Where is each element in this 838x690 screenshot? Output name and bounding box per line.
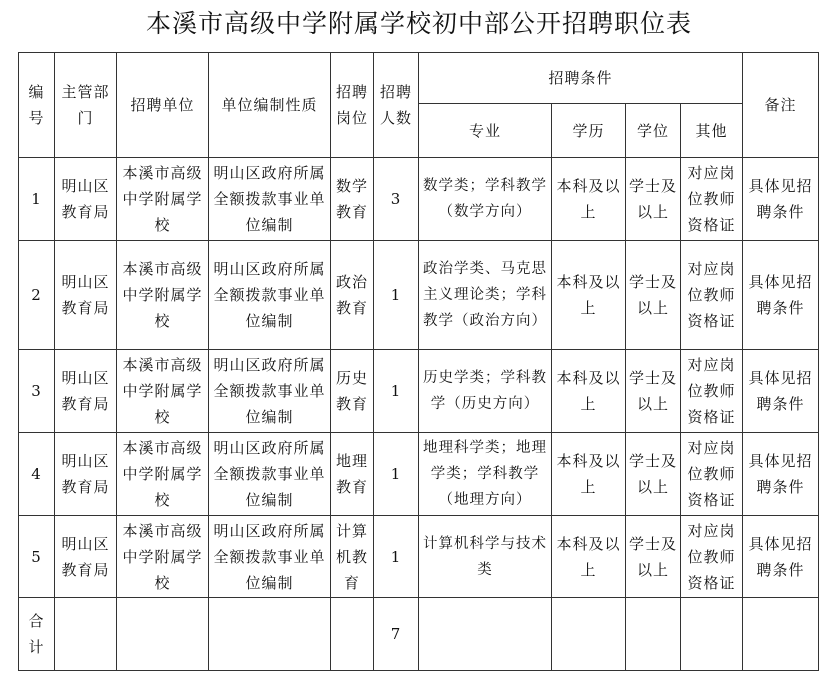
cell-major: 政治学类、马克思主义理论类；学科教学（政治方向） <box>419 241 552 350</box>
empty-cell <box>419 598 552 671</box>
cell-dept: 明山区教育局 <box>55 516 117 598</box>
cell-count: 1 <box>374 433 419 516</box>
header-edu: 学历 <box>552 104 626 158</box>
empty-cell <box>626 598 681 671</box>
cell-id: 3 <box>19 350 55 433</box>
cell-unit: 本溪市高级中学附属学校 <box>117 516 209 598</box>
cell-degree: 学士及以上 <box>626 433 681 516</box>
cell-edu: 本科及以上 <box>552 516 626 598</box>
header-major: 专业 <box>419 104 552 158</box>
cell-other: 对应岗位教师资格证 <box>681 158 743 241</box>
total-label: 合计 <box>19 598 55 671</box>
cell-post: 历史教育 <box>331 350 374 433</box>
cell-dept: 明山区教育局 <box>55 241 117 350</box>
cell-other: 对应岗位教师资格证 <box>681 433 743 516</box>
cell-dept: 明山区教育局 <box>55 158 117 241</box>
empty-cell <box>55 598 117 671</box>
recruitment-table <box>18 52 819 671</box>
cell-post: 地理教育 <box>331 433 374 516</box>
cell-edu: 本科及以上 <box>552 350 626 433</box>
header-nature: 单位编制性质 <box>209 53 331 158</box>
cell-degree: 学士及以上 <box>626 241 681 350</box>
cell-count: 1 <box>374 350 419 433</box>
header-dept: 主管部门 <box>55 53 117 158</box>
cell-other: 对应岗位教师资格证 <box>681 350 743 433</box>
table-row <box>19 516 819 598</box>
cell-dept: 明山区教育局 <box>55 350 117 433</box>
cell-dept: 明山区教育局 <box>55 433 117 516</box>
cell-nature: 明山区政府所属全额拨款事业单位编制 <box>209 350 331 433</box>
header-note: 备注 <box>743 53 819 158</box>
table-row <box>19 158 819 241</box>
cell-nature: 明山区政府所属全额拨款事业单位编制 <box>209 241 331 350</box>
empty-cell <box>209 598 331 671</box>
cell-edu: 本科及以上 <box>552 158 626 241</box>
cell-post: 政治教育 <box>331 241 374 350</box>
header-id: 编号 <box>19 53 55 158</box>
cell-id: 1 <box>19 158 55 241</box>
cell-degree: 学士及以上 <box>626 350 681 433</box>
cell-unit: 本溪市高级中学附属学校 <box>117 350 209 433</box>
table-row <box>19 241 819 350</box>
cell-edu: 本科及以上 <box>552 241 626 350</box>
cell-note: 具体见招聘条件 <box>743 433 819 516</box>
cell-id: 2 <box>19 241 55 350</box>
cell-major: 数学类；学科教学（数学方向） <box>419 158 552 241</box>
cell-nature: 明山区政府所属全额拨款事业单位编制 <box>209 433 331 516</box>
cell-post: 计算机教育 <box>331 516 374 598</box>
empty-cell <box>552 598 626 671</box>
cell-unit: 本溪市高级中学附属学校 <box>117 433 209 516</box>
cell-nature: 明山区政府所属全额拨款事业单位编制 <box>209 158 331 241</box>
cell-other: 对应岗位教师资格证 <box>681 241 743 350</box>
cell-unit: 本溪市高级中学附属学校 <box>117 241 209 350</box>
cell-major: 计算机科学与技术类 <box>419 516 552 598</box>
total-count: 7 <box>374 598 419 671</box>
cell-count: 1 <box>374 241 419 350</box>
cell-other: 对应岗位教师资格证 <box>681 516 743 598</box>
cell-degree: 学士及以上 <box>626 158 681 241</box>
cell-unit: 本溪市高级中学附属学校 <box>117 158 209 241</box>
header-post: 招聘岗位 <box>331 53 374 158</box>
cell-note: 具体见招聘条件 <box>743 158 819 241</box>
cell-note: 具体见招聘条件 <box>743 350 819 433</box>
cell-degree: 学士及以上 <box>626 516 681 598</box>
header-other: 其他 <box>681 104 743 158</box>
cell-post: 数学教育 <box>331 158 374 241</box>
cell-count: 3 <box>374 158 419 241</box>
header-row <box>19 53 819 104</box>
cell-major: 地理科学类；地理学类；学科教学（地理方向） <box>419 433 552 516</box>
cell-id: 5 <box>19 516 55 598</box>
empty-cell <box>743 598 819 671</box>
header-degree: 学位 <box>626 104 681 158</box>
total-row <box>19 598 819 671</box>
cell-edu: 本科及以上 <box>552 433 626 516</box>
cell-nature: 明山区政府所属全额拨款事业单位编制 <box>209 516 331 598</box>
page-title: 本溪市高级中学附属学校初中部公开招聘职位表 <box>145 9 692 38</box>
header-unit: 招聘单位 <box>117 53 209 158</box>
cell-id: 4 <box>19 433 55 516</box>
header-count: 招聘人数 <box>374 53 419 158</box>
empty-cell <box>331 598 374 671</box>
cell-note: 具体见招聘条件 <box>743 516 819 598</box>
table-row <box>19 350 819 433</box>
cell-count: 1 <box>374 516 419 598</box>
header-conditions: 招聘条件 <box>419 53 743 104</box>
cell-note: 具体见招聘条件 <box>743 241 819 350</box>
table-row <box>19 433 819 516</box>
cell-major: 历史学类；学科教学（历史方向） <box>419 350 552 433</box>
empty-cell <box>117 598 209 671</box>
empty-cell <box>681 598 743 671</box>
